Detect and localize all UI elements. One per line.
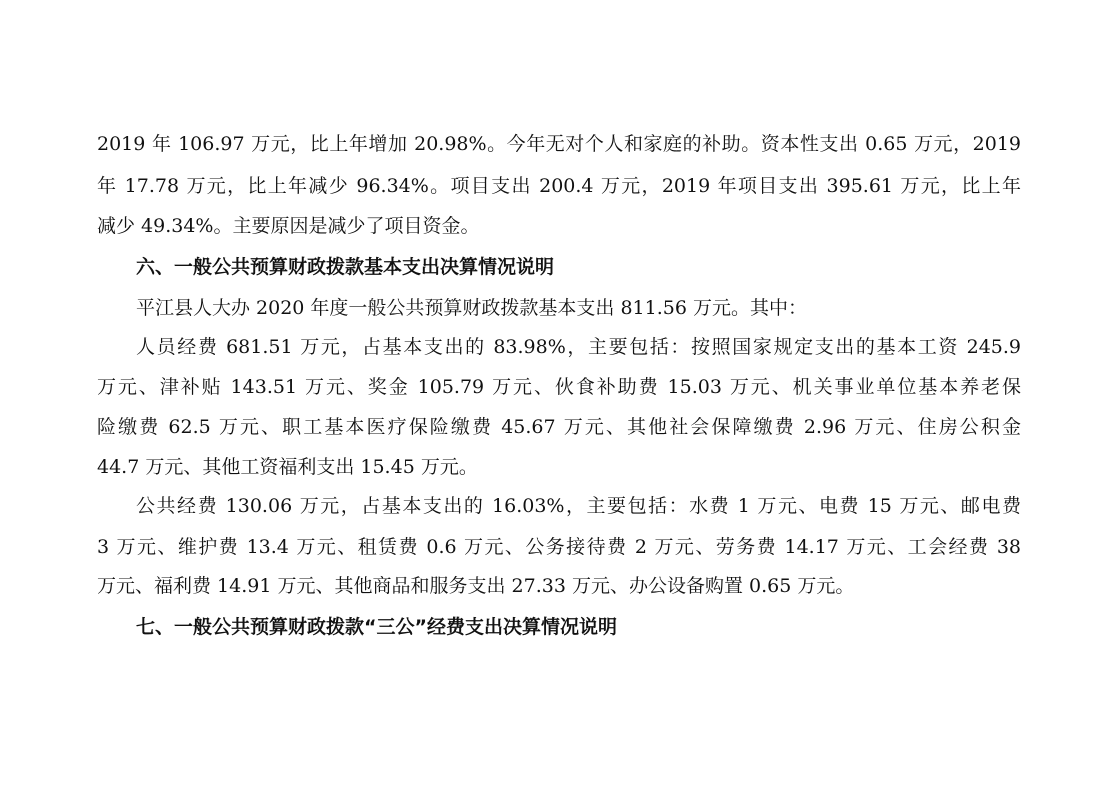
paragraph-line: 万元、福利费 14.91 万元、其他商品和服务支出 27.33 万元、办公设备购置 0.65 万元。 (97, 575, 855, 597)
paragraph-line: 险缴费 62.5 万元、职工基本医疗保险缴费 45.67 万元、其他社会保障缴费 2.96 万元、住房公积金 (97, 416, 1021, 438)
paragraph-line: 万元、津补贴 143.51 万元、奖金 105.79 万元、伙食补助费 15.03 万元、机关事业单位基本养老保 (97, 376, 1021, 398)
paragraph-line: 平江县人大办 2020 年度一般公共预算财政拨款基本支出 811.56 万元。其中： (136, 297, 807, 319)
section-heading-7: 七、一般公共预算财政拨款“三公”经费支出决算情况说明 (136, 616, 617, 638)
paragraph-line: 年 17.78 万元，比上年减少 96.34%。项目支出 200.4 万元，2019 年项目支出 395.61 万元，比上年 (97, 175, 1021, 197)
paragraph-line: 减少 49.34%。主要原因是减少了项目资金。 (97, 215, 480, 237)
section-heading-6: 六、一般公共预算财政拨款基本支出决算情况说明 (136, 256, 555, 278)
paragraph-line: 44.7 万元、其他工资福利支出 15.45 万元。 (97, 456, 478, 478)
paragraph-line: 人员经费 681.51 万元，占基本支出的 83.98%，主要包括：按照国家规定支出的基本工资 245.9 (136, 336, 1021, 358)
paragraph-line: 公共经费 130.06 万元，占基本支出的 16.03%，主要包括：水费 1 万元、电费 15 万元、邮电费 (136, 495, 1021, 517)
paragraph-line: 2019 年 106.97 万元，比上年增加 20.98%。今年无对个人和家庭的补助。资本性支出 0.65 万元，2019 (97, 133, 1021, 155)
paragraph-line: 3 万元、维护费 13.4 万元、租赁费 0.6 万元、公务接待费 2 万元、劳务费 14.17 万元、工会经费 38 (97, 536, 1021, 558)
